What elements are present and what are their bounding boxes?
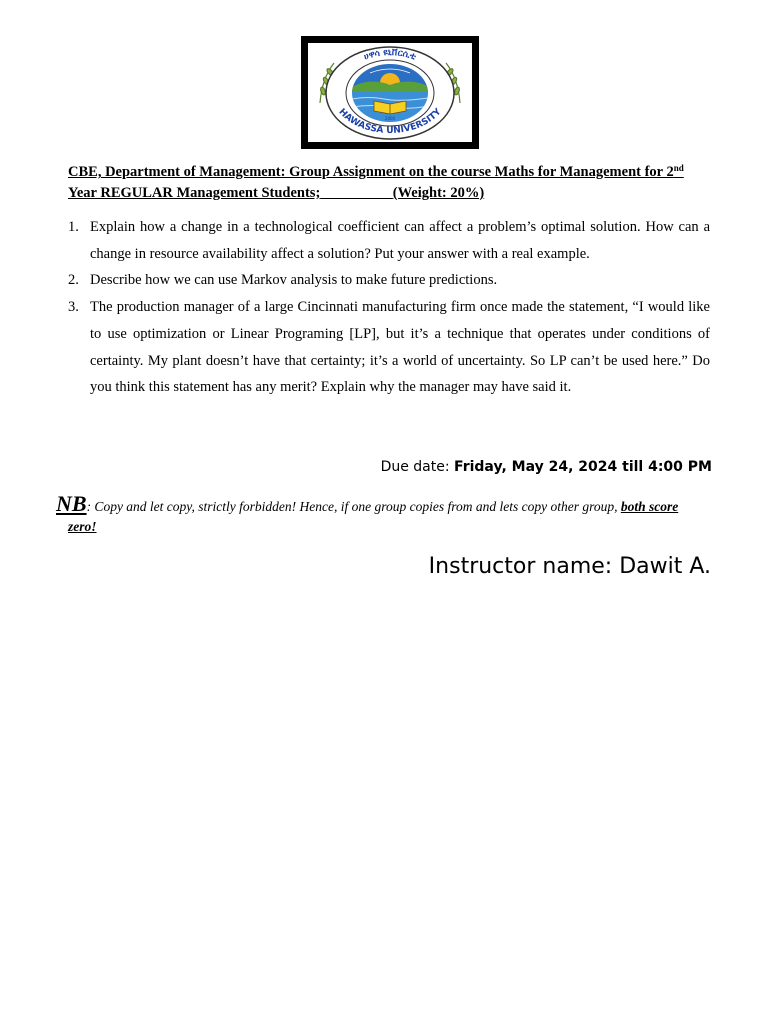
hawassa-university-seal (308, 43, 472, 142)
nb-emphasis-2: zero! (68, 519, 97, 534)
question-text: The production manager of a large Cincinnati manufacturing firm once made the statement, “I would like to use optimization or Linear Programing [LP], but it’s a technique that operates under conditions of certainty. My plant doesn’t have that certainty; it’s a world of uncertainty. So LP can’t be used here.” Do you think this statement has any merit? Explain why the manager may have said it. (90, 299, 710, 396)
heading-line-2 (68, 183, 710, 204)
nota-bene-note (56, 491, 716, 537)
question-number: 3. (68, 299, 79, 316)
heading-line-1 (68, 162, 710, 183)
nb-mark: NB (56, 491, 87, 516)
question-item-2 (68, 267, 710, 294)
due-date-label: Due date: (380, 459, 450, 475)
nb-line-2 (56, 517, 716, 537)
question-text: Describe how we can use Markov analysis to make future predictions. (90, 272, 498, 289)
question-number: 1. (68, 219, 79, 235)
question-item-1 (68, 214, 710, 267)
question-number: 2. (68, 272, 79, 289)
university-logo (301, 36, 479, 149)
question-list (68, 214, 710, 401)
heading-course-text: CBE, Department of Management: Group Assignment on the course Maths for Management for 2 (68, 164, 674, 180)
nb-text: : Copy and let copy, strictly forbidden! Hence, if one group copies from and lets copy other group, (86, 499, 621, 514)
nb-emphasis-1: both score (620, 499, 679, 514)
instructor-name: Instructor name: Dawit A. (428, 554, 711, 579)
due-date (381, 459, 712, 475)
heading-weight-text: (Weight: 20%) (392, 185, 485, 201)
heading-ordinal-suffix: nd (673, 163, 684, 173)
due-date-value: Friday, May 24, 2024 till 4:00 PM (454, 459, 712, 475)
seal-year-text: 2000 (384, 116, 396, 121)
logo-inner-frame (307, 42, 473, 143)
question-item-3 (68, 294, 710, 401)
seal-bottom-text: HAWASSA UNIVERSITY (336, 107, 444, 137)
heading-students-text: Year REGULAR Management Students; (68, 185, 321, 201)
assignment-heading (68, 162, 710, 204)
seal-top-text: ሀዋሳ ዩኒቨርሲቲ (362, 47, 418, 63)
question-text: Explain how a change in a technological coefficient can affect a problem’s optimal solution. How can a change in resource availability affect a solution? Put your answer with a real example. (90, 219, 710, 262)
